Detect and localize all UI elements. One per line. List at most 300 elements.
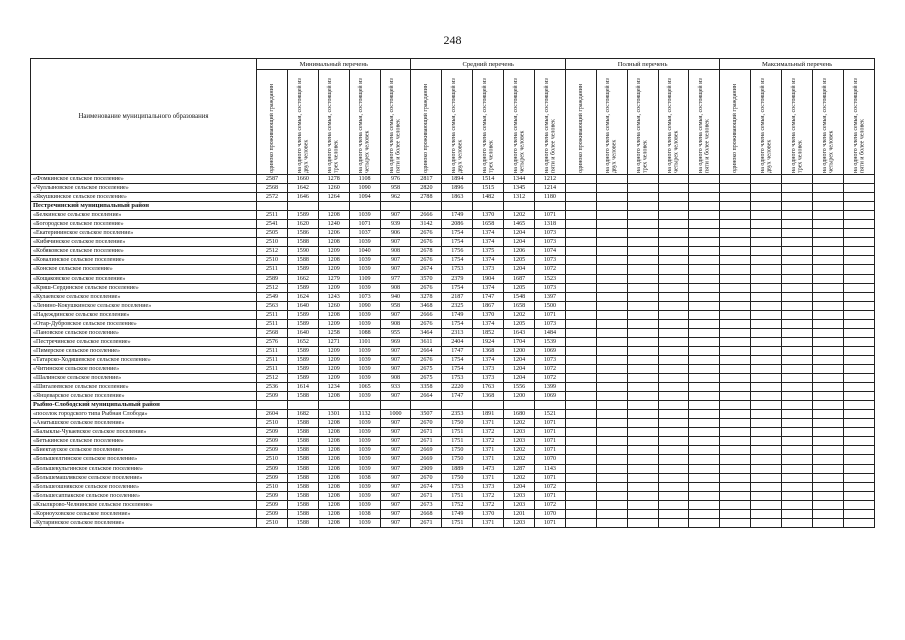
settlement-name: «Татарско-Ходяшевское сельское поселение»	[31, 355, 257, 364]
value-cell: 1204	[504, 238, 535, 247]
value-cell: 1208	[318, 256, 349, 265]
value-cell: 1203	[504, 518, 535, 527]
subcolumn-header	[442, 70, 473, 175]
empty-cell	[720, 274, 751, 283]
value-cell: 2678	[411, 247, 442, 256]
table-row	[31, 274, 875, 283]
value-cell: 1088	[349, 328, 380, 337]
value-cell: 1924	[473, 337, 504, 346]
empty-cell	[689, 383, 720, 392]
value-cell: 1278	[318, 175, 349, 184]
empty-cell	[658, 455, 689, 464]
value-cell: 1202	[504, 455, 535, 464]
empty-cell	[627, 211, 658, 220]
empty-cell	[813, 292, 844, 301]
settlement-name: «Кряш-Сердинское сельское поселение»	[31, 283, 257, 292]
empty-cell	[782, 392, 813, 401]
empty-cell	[596, 283, 627, 292]
empty-cell	[565, 211, 596, 220]
empty-cell	[658, 337, 689, 346]
value-cell: 1747	[473, 292, 504, 301]
table-row	[31, 184, 875, 193]
empty-cell	[689, 491, 720, 500]
empty-cell	[843, 229, 874, 238]
empty-cell	[658, 256, 689, 265]
value-cell: 1371	[473, 473, 504, 482]
value-cell: 2668	[411, 509, 442, 518]
subcolumn-header	[318, 70, 349, 175]
empty-cell	[720, 401, 751, 410]
empty-cell	[843, 355, 874, 364]
value-cell: 958	[380, 301, 411, 310]
value-cell: 2505	[257, 229, 288, 238]
value-cell: 1372	[473, 437, 504, 446]
empty-cell	[751, 238, 782, 247]
empty-cell	[565, 202, 596, 211]
empty-cell	[349, 401, 380, 410]
empty-cell	[689, 346, 720, 355]
value-cell: 908	[380, 283, 411, 292]
value-cell: 1209	[318, 319, 349, 328]
empty-cell	[318, 202, 349, 211]
empty-cell	[565, 446, 596, 455]
value-cell: 3570	[411, 274, 442, 283]
settlement-name: «Кулаевское сельское поселение»	[31, 292, 257, 301]
value-cell: 2512	[257, 283, 288, 292]
value-cell: 1588	[287, 464, 318, 473]
value-cell: 1751	[442, 428, 473, 437]
empty-cell	[658, 283, 689, 292]
empty-cell	[658, 374, 689, 383]
value-cell: 1754	[442, 364, 473, 373]
value-cell: 1523	[535, 274, 566, 283]
subcolumn-header	[689, 70, 720, 175]
value-cell: 2509	[257, 464, 288, 473]
table-row	[31, 500, 875, 509]
value-cell: 1208	[318, 437, 349, 446]
value-cell: 1589	[287, 355, 318, 364]
value-cell: 2572	[257, 193, 288, 202]
empty-cell	[751, 193, 782, 202]
value-cell: 1894	[442, 175, 473, 184]
settlement-name: «Якушкинское сельское поселение»	[31, 193, 257, 202]
value-cell: 1208	[318, 491, 349, 500]
empty-cell	[627, 256, 658, 265]
value-cell: 907	[380, 238, 411, 247]
empty-cell	[565, 518, 596, 527]
value-cell: 2676	[411, 256, 442, 265]
empty-cell	[658, 211, 689, 220]
value-cell: 1204	[504, 229, 535, 238]
value-cell: 1071	[535, 310, 566, 319]
value-cell: 1202	[504, 310, 535, 319]
empty-cell	[751, 346, 782, 355]
value-cell: 2220	[442, 383, 473, 392]
empty-cell	[813, 184, 844, 193]
empty-cell	[627, 455, 658, 464]
empty-cell	[813, 410, 844, 419]
value-cell: 1747	[442, 392, 473, 401]
empty-cell	[596, 419, 627, 428]
value-cell: 1202	[504, 211, 535, 220]
empty-cell	[596, 319, 627, 328]
empty-cell	[658, 364, 689, 373]
value-cell: 2671	[411, 437, 442, 446]
value-cell: 1072	[535, 500, 566, 509]
subcolumn-header-text: на одного члена семьи, состоящей из четырех человек	[821, 78, 834, 173]
empty-cell	[843, 238, 874, 247]
settlement-name: «Корноуховское сельское поселение»	[31, 509, 257, 518]
value-cell: 1073	[535, 355, 566, 364]
settlement-name: «Большемашлякское сельское поселение»	[31, 473, 257, 482]
empty-cell	[843, 274, 874, 283]
value-cell: 1373	[473, 482, 504, 491]
value-cell: 1642	[287, 184, 318, 193]
table-row	[31, 337, 875, 346]
empty-cell	[689, 374, 720, 383]
empty-cell	[843, 455, 874, 464]
empty-cell	[596, 401, 627, 410]
empty-cell	[658, 473, 689, 482]
value-cell: 1208	[318, 482, 349, 491]
empty-cell	[565, 283, 596, 292]
value-cell: 1754	[442, 238, 473, 247]
value-cell: 1204	[504, 364, 535, 373]
empty-cell	[720, 473, 751, 482]
empty-cell	[813, 428, 844, 437]
empty-cell	[751, 374, 782, 383]
value-cell: 2604	[257, 410, 288, 419]
value-cell: 907	[380, 509, 411, 518]
value-cell: 3507	[411, 410, 442, 419]
empty-cell	[782, 518, 813, 527]
value-cell: 1208	[318, 392, 349, 401]
empty-cell	[565, 410, 596, 419]
subcolumn-header	[596, 70, 627, 175]
value-cell: 2509	[257, 509, 288, 518]
empty-cell	[689, 193, 720, 202]
empty-cell	[720, 202, 751, 211]
value-cell: 3278	[411, 292, 442, 301]
value-cell: 1240	[318, 220, 349, 229]
empty-cell	[813, 419, 844, 428]
subcolumn-header	[720, 70, 751, 175]
empty-cell	[627, 364, 658, 373]
value-cell: 1687	[504, 274, 535, 283]
empty-cell	[689, 392, 720, 401]
empty-cell	[380, 202, 411, 211]
settlement-name: «Шалинское сельское поселение»	[31, 374, 257, 383]
empty-cell	[658, 419, 689, 428]
value-cell: 1209	[318, 247, 349, 256]
value-cell: 2379	[442, 274, 473, 283]
value-cell: 2511	[257, 265, 288, 274]
value-cell: 1397	[535, 292, 566, 301]
subcolumn-header	[349, 70, 380, 175]
value-cell: 1070	[535, 509, 566, 518]
subcolumn-header	[287, 70, 318, 175]
value-cell: 1374	[473, 283, 504, 292]
empty-cell	[813, 473, 844, 482]
value-cell: 1071	[535, 211, 566, 220]
value-cell: 1889	[442, 464, 473, 473]
empty-cell	[658, 292, 689, 301]
empty-cell	[782, 202, 813, 211]
district-row	[31, 401, 875, 410]
empty-cell	[843, 428, 874, 437]
value-cell: 955	[380, 328, 411, 337]
value-cell: 2510	[257, 455, 288, 464]
value-cell: 1588	[287, 419, 318, 428]
empty-cell	[596, 383, 627, 392]
empty-cell	[751, 446, 782, 455]
empty-cell	[782, 301, 813, 310]
empty-cell	[720, 392, 751, 401]
value-cell: 1243	[318, 292, 349, 301]
empty-cell	[843, 175, 874, 184]
empty-cell	[689, 419, 720, 428]
table-row	[31, 283, 875, 292]
value-cell: 1750	[442, 455, 473, 464]
empty-cell	[257, 401, 288, 410]
value-cell: 1039	[349, 374, 380, 383]
empty-cell	[689, 265, 720, 274]
empty-cell	[658, 229, 689, 238]
subcolumn-header-text: на одного члена семьи, состоящей из пяти и более человек	[698, 78, 711, 173]
empty-cell	[658, 247, 689, 256]
empty-cell	[596, 310, 627, 319]
value-cell: 976	[380, 175, 411, 184]
value-cell: 1752	[442, 500, 473, 509]
empty-cell	[689, 464, 720, 473]
table-row	[31, 229, 875, 238]
empty-cell	[843, 211, 874, 220]
value-cell: 1209	[318, 346, 349, 355]
value-cell: 1344	[504, 175, 535, 184]
value-cell: 1301	[318, 410, 349, 419]
value-cell: 2353	[442, 410, 473, 419]
settlement-name: «Ковалинское сельское поселение»	[31, 256, 257, 265]
value-cell: 3464	[411, 328, 442, 337]
value-cell: 1038	[349, 509, 380, 518]
value-cell: 2669	[411, 446, 442, 455]
empty-cell	[782, 247, 813, 256]
value-cell: 907	[380, 310, 411, 319]
empty-cell	[782, 374, 813, 383]
value-cell: 907	[380, 392, 411, 401]
empty-cell	[658, 184, 689, 193]
empty-cell	[843, 247, 874, 256]
empty-cell	[504, 202, 535, 211]
empty-cell	[596, 482, 627, 491]
empty-cell	[782, 509, 813, 518]
empty-cell	[565, 509, 596, 518]
empty-cell	[596, 328, 627, 337]
value-cell: 2676	[411, 238, 442, 247]
empty-cell	[689, 238, 720, 247]
value-cell: 1039	[349, 238, 380, 247]
empty-cell	[751, 491, 782, 500]
subcolumn-header-text: на одного члена семьи, состоящей из трех человек	[636, 78, 649, 173]
value-cell: 907	[380, 482, 411, 491]
empty-cell	[751, 301, 782, 310]
value-cell: 1754	[442, 319, 473, 328]
empty-cell	[627, 464, 658, 473]
empty-cell	[442, 202, 473, 211]
empty-cell	[287, 202, 318, 211]
subcolumn-header-text: одиноко проживающий гражданин	[268, 84, 275, 173]
district-row	[31, 202, 875, 211]
table-row	[31, 355, 875, 364]
value-cell: 1312	[504, 193, 535, 202]
empty-cell	[751, 464, 782, 473]
value-cell: 1264	[318, 193, 349, 202]
empty-cell	[596, 464, 627, 473]
value-cell: 1208	[318, 464, 349, 473]
value-cell: 2676	[411, 355, 442, 364]
value-cell: 1640	[287, 328, 318, 337]
table-row	[31, 473, 875, 482]
value-cell: 2509	[257, 428, 288, 437]
value-cell: 1750	[442, 473, 473, 482]
subcolumn-header	[627, 70, 658, 175]
empty-cell	[843, 220, 874, 229]
value-cell: 2511	[257, 355, 288, 364]
empty-cell	[627, 500, 658, 509]
empty-cell	[596, 247, 627, 256]
empty-cell	[689, 319, 720, 328]
empty-cell	[689, 211, 720, 220]
value-cell: 1214	[535, 184, 566, 193]
value-cell: 1374	[473, 238, 504, 247]
table-row	[31, 383, 875, 392]
value-cell: 1203	[504, 437, 535, 446]
value-cell: 1896	[442, 184, 473, 193]
value-cell: 2510	[257, 518, 288, 527]
empty-cell	[504, 401, 535, 410]
table-row	[31, 256, 875, 265]
value-cell: 2788	[411, 193, 442, 202]
empty-cell	[782, 184, 813, 193]
value-cell: 1588	[287, 256, 318, 265]
empty-cell	[627, 283, 658, 292]
value-cell: 1109	[349, 274, 380, 283]
empty-cell	[782, 346, 813, 355]
empty-cell	[596, 211, 627, 220]
value-cell: 2510	[257, 256, 288, 265]
subcolumn-header-text: на одного члена семьи, состоящей из четырех человек	[667, 78, 680, 173]
value-cell: 1038	[349, 473, 380, 482]
empty-cell	[689, 247, 720, 256]
value-cell: 907	[380, 211, 411, 220]
empty-cell	[596, 229, 627, 238]
empty-cell	[813, 482, 844, 491]
value-cell: 1208	[318, 211, 349, 220]
empty-cell	[843, 184, 874, 193]
value-cell: 1071	[349, 220, 380, 229]
value-cell: 1374	[473, 355, 504, 364]
value-cell: 2671	[411, 428, 442, 437]
value-cell: 1039	[349, 355, 380, 364]
value-cell: 939	[380, 220, 411, 229]
empty-cell	[473, 401, 504, 410]
empty-cell	[627, 310, 658, 319]
empty-cell	[565, 319, 596, 328]
table-row	[31, 211, 875, 220]
empty-cell	[720, 184, 751, 193]
value-cell: 1484	[535, 328, 566, 337]
subcolumn-header	[473, 70, 504, 175]
value-cell: 1373	[473, 374, 504, 383]
empty-cell	[565, 364, 596, 373]
value-cell: 1374	[473, 229, 504, 238]
empty-cell	[720, 500, 751, 509]
empty-cell	[689, 283, 720, 292]
group-header: Максимальный перечень	[720, 59, 874, 70]
value-cell: 1039	[349, 446, 380, 455]
empty-cell	[813, 437, 844, 446]
value-cell: 1399	[535, 383, 566, 392]
value-cell: 2509	[257, 473, 288, 482]
value-cell: 1589	[287, 265, 318, 274]
value-cell: 907	[380, 346, 411, 355]
empty-cell	[565, 256, 596, 265]
empty-cell	[813, 328, 844, 337]
value-cell: 1260	[318, 301, 349, 310]
value-cell: 1658	[473, 220, 504, 229]
value-cell: 1682	[287, 410, 318, 419]
table-row	[31, 392, 875, 401]
empty-cell	[782, 383, 813, 392]
empty-cell	[689, 274, 720, 283]
subcolumn-header	[380, 70, 411, 175]
empty-cell	[627, 401, 658, 410]
value-cell: 2511	[257, 211, 288, 220]
value-cell: 1588	[287, 428, 318, 437]
empty-cell	[627, 437, 658, 446]
table-row	[31, 310, 875, 319]
empty-cell	[813, 211, 844, 220]
settlement-name: «Пановское сельское поселение»	[31, 328, 257, 337]
empty-cell	[658, 346, 689, 355]
value-cell: 1040	[349, 247, 380, 256]
subcolumn-header-text: на одного члена семьи, состоящей из пяти и более человек	[852, 78, 865, 173]
empty-cell	[751, 265, 782, 274]
empty-cell	[813, 274, 844, 283]
value-cell: 1039	[349, 256, 380, 265]
value-cell: 2676	[411, 283, 442, 292]
value-cell: 2325	[442, 301, 473, 310]
value-cell: 1204	[504, 355, 535, 364]
value-cell: 1094	[349, 193, 380, 202]
settlement-name: «Пимерское сельское поселение»	[31, 346, 257, 355]
empty-cell	[751, 355, 782, 364]
value-cell: 1208	[318, 500, 349, 509]
value-cell: 2568	[257, 328, 288, 337]
empty-cell	[689, 446, 720, 455]
group-header: Полный перечень	[565, 59, 719, 70]
value-cell: 1203	[504, 491, 535, 500]
value-cell: 907	[380, 364, 411, 373]
value-cell: 1143	[535, 464, 566, 473]
value-cell: 1372	[473, 428, 504, 437]
empty-cell	[813, 518, 844, 527]
value-cell: 1072	[535, 374, 566, 383]
settlement-name: «Кибячинское сельское поселение»	[31, 238, 257, 247]
empty-cell	[782, 473, 813, 482]
value-cell: 2509	[257, 392, 288, 401]
empty-cell	[751, 175, 782, 184]
